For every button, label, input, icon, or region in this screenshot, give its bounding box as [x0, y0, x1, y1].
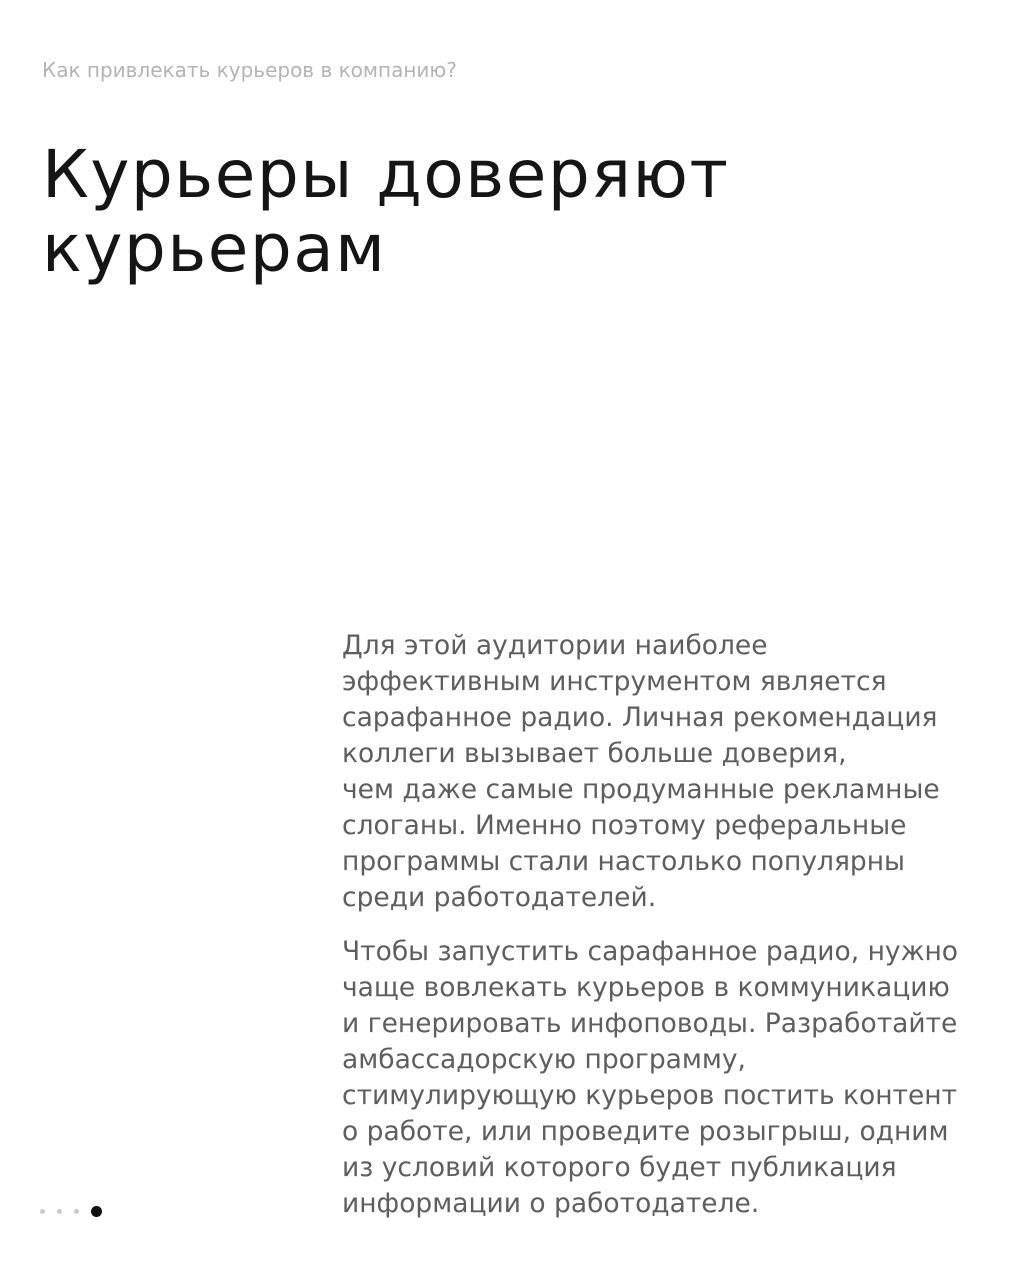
pager-dot[interactable]	[40, 1209, 45, 1214]
text-line: Для этой аудитории наиболее	[342, 630, 768, 661]
text-line: эффективным инструментом является	[342, 666, 887, 697]
paragraph-2	[342, 934, 1002, 1222]
text-line: чаще вовлекать курьеров в коммуникацию	[342, 972, 950, 1003]
text-line: информации о работодателе.	[342, 1188, 760, 1219]
pager-dot-active[interactable]	[91, 1206, 102, 1217]
page-title	[42, 138, 729, 286]
paragraph-1	[342, 628, 1002, 916]
body-text	[342, 628, 1002, 1240]
text-line: сарафанное радио. Личная рекомендация	[342, 702, 938, 733]
text-line: слоганы. Именно поэтому реферальные	[342, 810, 907, 841]
text-line: стимулирующую курьеров постить контент	[342, 1080, 958, 1111]
text-line: среди работодателей.	[342, 882, 657, 913]
kicker-question: Как привлекать курьеров в компанию?	[42, 58, 457, 82]
text-line: коллеги вызывает больше доверия,	[342, 738, 847, 769]
pager-dot[interactable]	[57, 1209, 62, 1214]
text-line: чем даже самые продуманные рекламные	[342, 774, 940, 805]
text-line: Чтобы запустить сарафанное радио, нужно	[342, 936, 958, 967]
text-line: и генерировать инфоповоды. Разработайте	[342, 1008, 958, 1039]
title-line: Курьеры доверяют	[42, 136, 730, 213]
slide-pager	[40, 1206, 102, 1217]
text-line: о работе, или проведите розыгрыш, одним	[342, 1116, 949, 1147]
title-line: курьерам	[42, 210, 387, 287]
text-line: амбассадорскую программу,	[342, 1044, 746, 1075]
text-line: из условий которого будет публикация	[342, 1152, 897, 1183]
pager-dot[interactable]	[74, 1209, 79, 1214]
text-line: программы стали настолько популярны	[342, 846, 905, 877]
